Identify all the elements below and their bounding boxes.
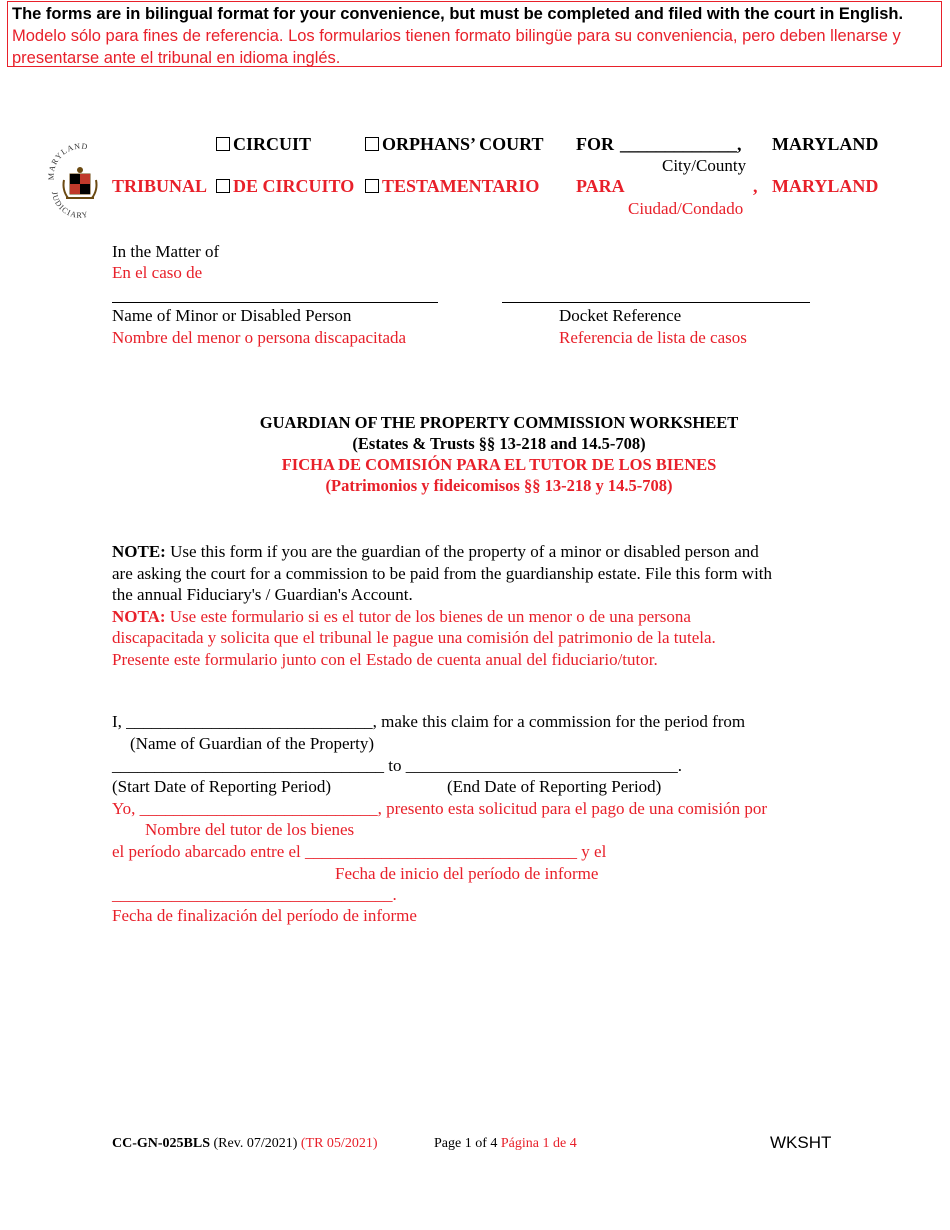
- testamentario-label: TESTAMENTARIO: [382, 176, 540, 196]
- circuit-label: CIRCUIT: [233, 134, 312, 154]
- footer-form-info: [112, 1136, 377, 1152]
- form-title-es: FICHA DE COMISIÓN PARA EL TUTOR DE LOS BIENES: [281, 455, 717, 474]
- de-circuito-label: DE CIRCUITO: [233, 176, 355, 196]
- form-translation-revision: (TR 05/2021): [297, 1136, 378, 1151]
- claim-period-line-es[interactable]: el período abarcado entre el ________________________________ y el: [112, 842, 607, 861]
- nota-line1: Use este formulario si es el tutor de los bienes de un menor o de una persona: [165, 606, 691, 626]
- para-comma: ,: [753, 176, 758, 196]
- minor-name-label: Name of Minor or Disabled Person: [112, 306, 352, 325]
- en-el-caso-label: En el caso de: [112, 263, 203, 282]
- end-date-caption-es: Fecha de finalización del período de informe: [112, 906, 417, 925]
- testamentario-checkbox[interactable]: [365, 179, 379, 193]
- claim-line1-es[interactable]: Yo, ____________________________, presento esta solicitud para el pago de una comisión por: [112, 799, 768, 818]
- tribunal-label: TRIBUNAL: [112, 176, 208, 196]
- note-label: NOTE:: [112, 542, 166, 561]
- nota-line2: discapacitada y solicita que el tribunal le pague una comisión del patrimonio de la tutela.: [112, 628, 716, 647]
- city-county-blank[interactable]: _____________,: [620, 134, 742, 154]
- form-revision: (Rev. 07/2021): [210, 1136, 298, 1151]
- note-line2: are asking the court for a commission to be paid from the guardianship estate. File this form with: [112, 563, 773, 583]
- seal-bottom-text: JUDICIARY: [49, 190, 90, 220]
- docket-reference-line[interactable]: [502, 302, 810, 303]
- nota-line3: Presente este formulario junto con el Estado de cuenta anual del fiduciario/tutor.: [112, 649, 658, 669]
- claim-period-line[interactable]: ________________________________ to ________________________________.: [112, 756, 682, 775]
- orphans-court-label: ORPHANS’ COURT: [382, 134, 544, 154]
- form-id: CC-GN-025BLS: [112, 1136, 211, 1151]
- note-line3: the annual Fiduciary's / Guardian's Account.: [112, 585, 413, 604]
- orphans-court-checkbox[interactable]: [365, 137, 379, 151]
- page-number-es: Página 1 de 4: [497, 1136, 577, 1151]
- city-county-caption: City/County: [662, 156, 747, 175]
- maryland-label-es: MARYLAND: [772, 176, 879, 196]
- claim-line1[interactable]: I, _____________________________, make this claim for a commission for the period from: [112, 712, 746, 731]
- bilingual-notice-banner: [7, 1, 942, 67]
- note-block: [112, 541, 772, 670]
- de-circuito-checkbox[interactable]: [216, 179, 230, 193]
- para-label: PARA: [576, 176, 625, 196]
- testamentario-option[interactable]: [365, 176, 539, 197]
- maryland-judiciary-seal: [46, 140, 114, 226]
- note-line1: Use this form if you are the guardian of the property of a minor or disabled person and: [165, 542, 759, 561]
- end-date-caption: (End Date of Reporting Period): [447, 777, 662, 796]
- banner-spanish-line2: presentarse ante el tribunal en idioma inglés.: [12, 49, 341, 67]
- nota-label: NOTA:: [112, 606, 166, 626]
- form-title-block: [0, 412, 950, 496]
- start-date-caption: (Start Date of Reporting Period): [112, 777, 332, 796]
- guardian-name-caption: (Name of Guardian of the Property): [130, 734, 375, 753]
- form-title-statute: (Estates & Trusts §§ 13-218 and 14.5-708): [352, 434, 646, 453]
- svg-text:JUDICIARY: [50, 191, 90, 220]
- footer-page-info: [434, 1136, 577, 1152]
- docket-reference-label: Docket Reference: [559, 306, 682, 325]
- orphans-court-option[interactable]: [365, 134, 544, 155]
- wksht-label: WKSHT: [770, 1133, 832, 1152]
- guardian-name-caption-es: Nombre del tutor de los bienes: [145, 820, 355, 839]
- minor-name-label-es: Nombre del menor o persona discapacitada: [112, 328, 407, 347]
- end-date-line-es[interactable]: _________________________________.: [112, 885, 397, 904]
- de-circuito-option[interactable]: [216, 176, 354, 197]
- docket-reference-label-es: Referencia de lista de casos: [559, 328, 747, 347]
- seal-top-text: MARYLAND: [46, 141, 89, 181]
- banner-english: The forms are in bilingual format for your convenience, but must be completed and filed with the court in English.: [12, 5, 904, 23]
- minor-name-line[interactable]: [112, 302, 438, 303]
- maryland-label: MARYLAND: [772, 134, 879, 154]
- in-the-matter-label: In the Matter of: [112, 242, 220, 261]
- start-date-caption-es: Fecha de inicio del período de informe: [335, 864, 599, 883]
- page-number: Page 1 of 4: [434, 1136, 498, 1151]
- for-label: FOR: [576, 134, 614, 154]
- ciudad-condado-caption: Ciudad/Condado: [628, 199, 744, 218]
- form-title: GUARDIAN OF THE PROPERTY COMMISSION WORKSHEET: [259, 413, 739, 432]
- form-title-statute-es: (Patrimonios y fideicomisos §§ 13-218 y 14.5-708): [325, 476, 673, 495]
- banner-spanish-line1: Modelo sólo para fines de referencia. Los formularios tienen formato bilingüe para su conveniencia, pero deben llenarse y: [12, 27, 901, 45]
- circuit-checkbox[interactable]: [216, 137, 230, 151]
- circuit-option[interactable]: [216, 134, 311, 155]
